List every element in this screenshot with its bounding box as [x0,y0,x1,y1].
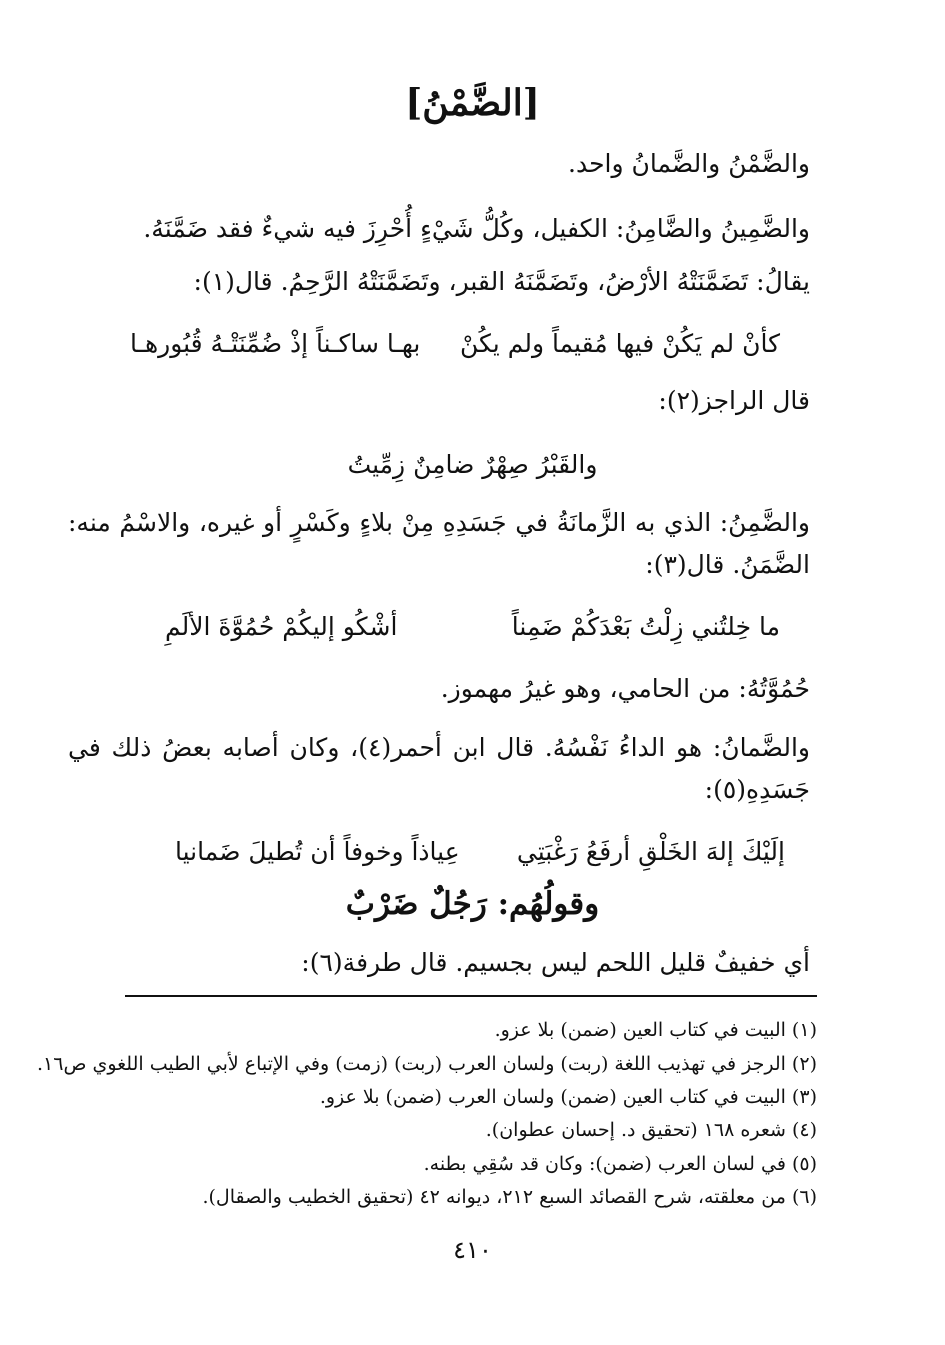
verse-3-hemistich-left: أشْكُو إليكُمْ حُمُوَّةَ الألَمِ [165,612,398,641]
footnote-2: (٢) الرجز في تهذيب اللغة (ربت) ولسان العرب (ربت) (زمت) وفي الإتباع لأبي الطيب اللغوي ص١٦. [36,1053,817,1075]
paragraph-6: حُمُوَّتُهُ: من الحامي، وهو غيرُ مهموز. [440,674,810,703]
entry-heading: [الضَّمْنُ] [405,82,540,124]
verse-3-hemistich-right: ما خِلتُني زِلْتُ بَعْدَكُمْ ضَمِناً [511,612,780,641]
paragraph-1: والضَّمْنُ والضَّمانُ واحد. [568,149,810,178]
footnote-6: (٦) من معلقته، شرح القصائد السبع ٢١٢، ديوانه ٤٢ (تحقيق الخطيب والصقال). [202,1186,817,1208]
verse-4 [175,832,785,872]
subheading: وقولُهُم: رَجُلٌ ضَرْبٌ [345,886,600,922]
verse-1-hemistich-left: بهـا ساكـناً إذْ ضُمِّنَتْـهُ قُبُورهـا [130,329,421,358]
paragraph-7-line-1: والضَّمانُ: هو الداءُ نَفْسُهُ. قال ابن أحمر(٤)، وكان أصابه بعضُ ذلك في [68,733,810,762]
footnote-4: (٤) شعره ١٦٨ (تحقيق د. إحسان عطوان). [485,1119,817,1141]
paragraph-8: أي خفيفٌ قليل اللحم ليس بجسيم. قال طرفة(٦): [301,948,810,977]
verse-2: والقَبْرُ صِهْرٌ ضامِنٌ زِمِّيتُ [347,450,598,479]
paragraph-2: والضَّمِينُ والضَّامِنُ: الكفيل، وكُلُّ شَيْءٍ أُحْرِزَ فيه شيءٌ فقد ضَمَّنَهُ. [143,214,810,243]
verse-1 [130,324,780,364]
paragraph-7-line-2: جَسَدِهِ(٥): [704,775,810,804]
verse-3 [165,607,780,647]
verse-4-hemistich-left: عِياذاً وخوفاً أن تُطيلَ ضَمانيا [175,837,460,866]
verse-4-hemistich-right: إلَيْكَ إلهَ الخَلْقِ أرفَعُ رَغْبَتِي [516,837,785,866]
footnote-5: (٥) في لسان العرب (ضمن): وكان قد سُقِي بطنه. [423,1153,817,1175]
footnote-3: (٣) البيت في كتاب العين (ضمن) ولسان العرب (ضمن) بلا عزو. [319,1086,817,1108]
paragraph-3: يقالُ: تَضَمَّنَتْهُ الأرْضُ، وتَضَمَّنَهُ القبر، وتَضَمَّنَتْهُ الرَّحِمُ. قال(١): [193,267,810,296]
footnote-1: (١) البيت في كتاب العين (ضمن) بلا عزو. [494,1019,817,1041]
paragraph-4: قال الراجز(٢): [658,386,810,415]
footnote-divider [125,995,817,997]
paragraph-5-line-2: الضَّمَنُ. قال(٣): [645,550,810,579]
paragraph-5-line-1: والضَّمِنُ: الذي به الزَّمانَةُ في جَسَدِهِ مِنْ بلاءٍ وكَسْرٍ أو غيره، والاسْمُ منه: [68,508,810,537]
verse-1-hemistich-right: كأنْ لم يَكُنْ فيها مُقيماً ولم يكُنْ [459,329,780,358]
page-number: ٤١٠ [453,1236,492,1264]
